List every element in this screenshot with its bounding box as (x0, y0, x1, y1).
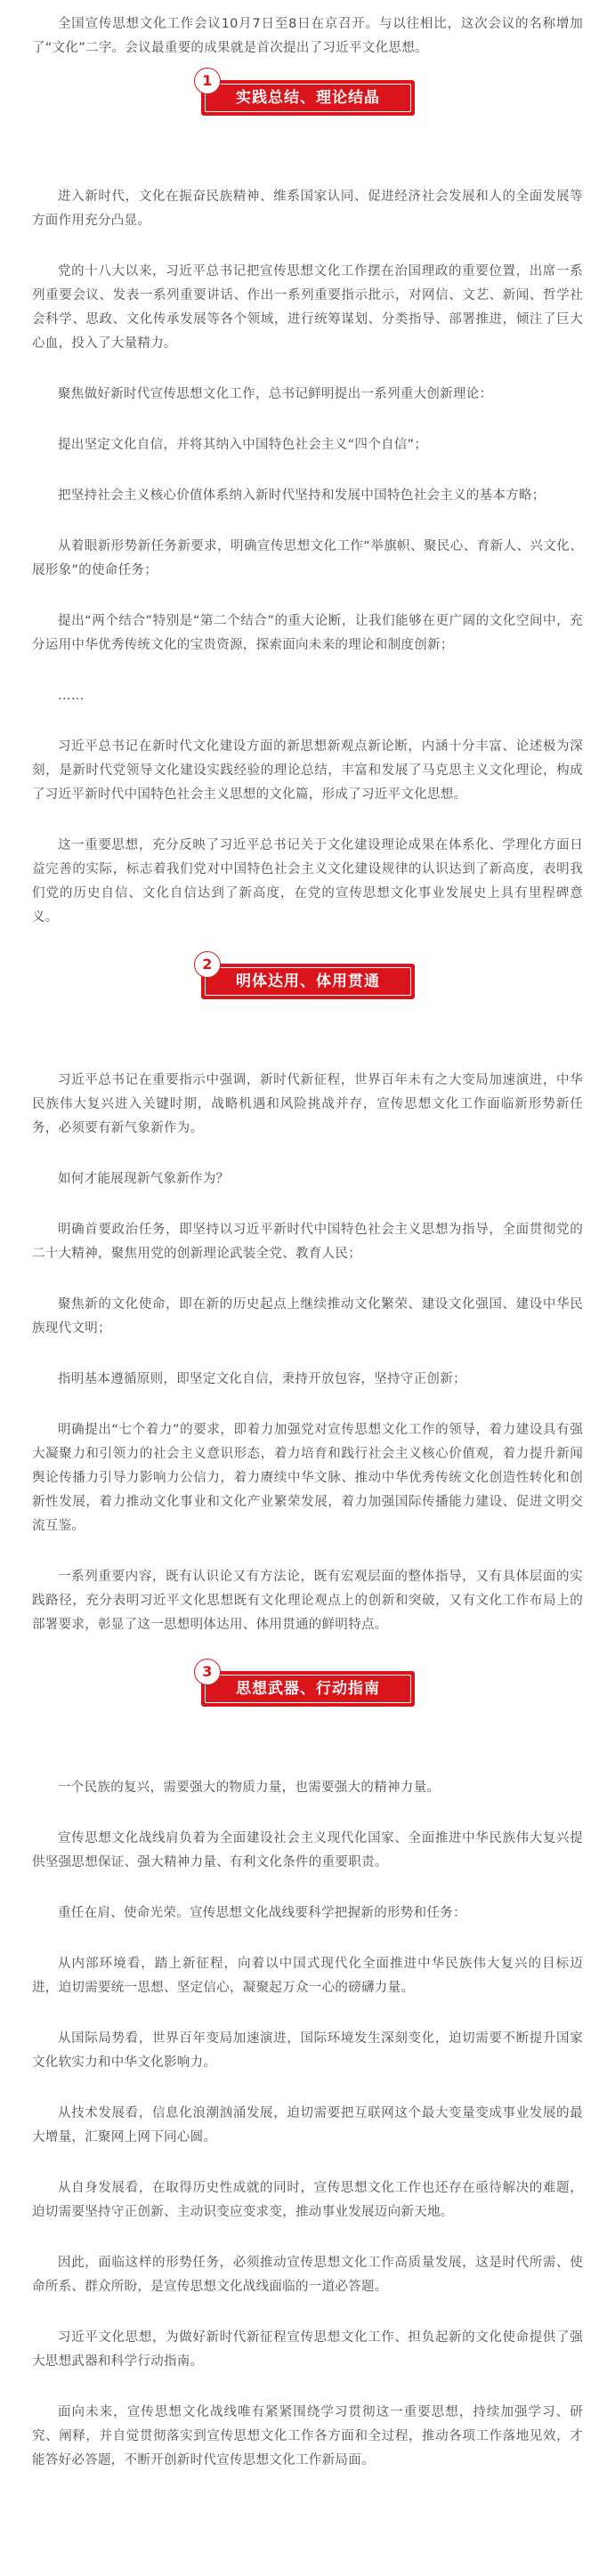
section-paragraph: 把坚持社会主义核心价值体系纳入新时代坚持和发展中国特色社会主义的基本方略； (58, 489, 546, 503)
section-paragraph: 从国际局势看，世界百年变局加速演进，国际环境发生深刻变化，迫切需要不断提升国家文化软实力和中华文化影响力。 (32, 2031, 583, 2070)
section-paragraph: 这一重要思想，充分反映了习近平总书记关于文化建设理论成果在体系化、学理化方面日益完善的实际，标志着我们党对中国特色社会主义文化建设规律的认识达到了新高度，表明我们党的历史自信、文化自信达到了新高度，在党的宣传思想文化事业发展史上具有里程碑意义。 (32, 838, 583, 925)
section-paragraph: 宣传思想文化战线肩负着为全面建设社会主义现代化国家、全面推进中华民族伟大复兴提供坚强思想保证、强大精神力量、有利文化条件的重要职责。 (32, 1831, 583, 1869)
section-paragraph: 指明基本遵循原则，即坚定文化自信，秉持开放包容，坚持守正创新； (58, 1372, 466, 1386)
section-paragraph: 面向未来，宣传思想文化战线唯有紧紧围绕学习贯彻这一重要思想，持续加强学习、研究、阐释，并自觉贯彻落实到宣传思想文化工作各方面和全过程，推动各项工作落地见效，才能答好必答题，不断开创新时代宣传思想文化工作新局面。 (32, 2405, 583, 2467)
section-banner-box (201, 80, 415, 116)
section-paragraph: 明确提出“七个着力”的要求，即着力加强党对宣传思想文化工作的领导，着力建设具有强大凝聚力和引领力的社会主义意识形态，着力培育和践行社会主义核心价值观，着力提升新闻舆论传播力引导力影响力公信力，着力赓续中华文脉、推动中华优秀传统文化创造性转化和创新性发展，着力推动文化事业和文化产业繁荣发展，着力加强国际传播能力建设、促进文明交流互鉴。 (32, 1423, 583, 1533)
section-paragraph: 习近平文化思想，为做好新时代新征程宣传思想文化工作、担负起新的文化使命提供了强大思想武器和科学行动指南。 (32, 2330, 583, 2369)
section-paragraph: 因此，面临这样的形势任务，必须推动宣传思想文化工作高质量发展，这是时代所需、使命所系、群众所盼，是宣传思想文化战线面临的一道必答题。 (32, 2256, 583, 2294)
section-paragraph: 从自身发展看，在取得历史性成就的同时，宣传思想文化工作也还存在亟待解决的难题，迫切需要坚持守正创新、主动识变应变求变，推动事业发展迈向新天地。 (32, 2181, 583, 2219)
section-paragraph: 从着眼新形势新任务新要求，明确宣传思想文化工作“举旗帜、聚民心、育新人、兴文化、展形象”的使命任务； (32, 539, 583, 577)
section-number-badge: 3 (194, 1659, 221, 1685)
section-paragraph: 进入新时代，文化在振奋民族精神、维系国家认同、促进经济社会发展和人的全面发展等方面作用充分凸显。 (32, 190, 583, 228)
section-banner (0, 61, 615, 132)
section-paragraph: 从内部环境看，踏上新征程，向着以中国式现代化全面推进中华民族伟大复兴的目标迈进，迫切需要统一思想、坚定信心，凝聚起万众一心的磅礴力量。 (32, 1957, 583, 1995)
section-ellipsis: …… (58, 689, 85, 703)
section-banner-box (201, 1671, 415, 1707)
intro-block (0, 12, 615, 61)
section-banner-box (201, 964, 415, 999)
section-paragraph: 提出坚定文化自信，并将其纳入中国特色社会主义“四个自信”； (58, 438, 428, 452)
section-banner (0, 944, 615, 1015)
section-2 (0, 930, 615, 1637)
section-banner (0, 1651, 615, 1723)
section-paragraph: 从技术发展看，信息化浪潮汹涌发展，迫切需要把互联网这个最大变量变成事业发展的最大增量，汇聚网上网下同心圆。 (32, 2106, 583, 2144)
section-paragraph: 如何才能展现新气象新作为？ (58, 1172, 230, 1186)
section-title: 实践总结、理论结晶 (236, 89, 380, 107)
section-title: 思想武器、行动指南 (236, 1680, 380, 1698)
section-paragraph: 一系列重要内容，既有认识论又有方法论，既有宏观层面的整体指导，又有具体层面的实践路径，充分表明习近平文化思想既有文化理论观点上的创新和突破，又有文化工作布局上的部署要求，彰显了这一思想明体达用、体用贯通的鲜明特点。 (32, 1570, 583, 1632)
section-number-badge: 1 (194, 68, 221, 94)
section-1 (0, 61, 615, 930)
section-paragraph: 习近平总书记在重要指示中强调，新时代新征程，世界百年未有之大变局加速演进，中华民族伟大复兴进入关键时期，战略机遇和风险挑战并存，宣传思想文化工作面临新形势新任务，必须要有新气象新作为。 (32, 1073, 583, 1135)
section-paragraph: 习近平总书记在新时代文化建设方面的新思想新观点新论断，内涵十分丰富、论述极为深刻，是新时代党领导文化建设实践经验的理论总结，丰富和发展了马克思主义文化理论，构成了习近平新时代中国特色社会主义思想的文化篇，形成了习近平文化思想。 (32, 739, 583, 802)
section-paragraph: 聚焦做好新时代宣传思想文化工作，总书记鲜明提出一系列重大创新理论： (58, 387, 493, 401)
intro-paragraph: 全国宣传思想文化工作会议10月7日至8日在京召开。与以往相比，这次会议的名称增加了“文化”二字。会议最重要的成果就是首次提出了习近平文化思想。 (32, 17, 583, 55)
section-number-badge: 2 (194, 951, 221, 978)
section-paragraph: 提出“两个结合”特别是“第二个结合”的重大论断，让我们能够在更广阔的文化空间中，充分运用中华优秀传统文化的宝贵资源，探索面向未来的理论和制度创新； (32, 614, 583, 652)
section-title: 明体达用、体用贯通 (236, 973, 380, 990)
section-paragraph: 重任在肩、使命光荣。宣传思想文化战线要科学把握新的形势和任务： (58, 1906, 466, 1920)
section-paragraph: 一个民族的复兴，需要强大的物质力量，也需要强大的精神力量。 (58, 1781, 441, 1795)
section-paragraph: 党的十八大以来，习近平总书记把宣传思想文化工作摆在治国理政的重要位置，出席一系列重要会议、发表一系列重要讲话、作出一系列重要指示批示，对网信、文艺、新闻、哲学社会科学、思政、文化传承发展等各个领域，进行统筹谋划、分类指导、部署推进，倾注了巨大心血，投入了大量精力。 (32, 264, 583, 351)
section-paragraph: 明确首要政治任务，即坚持以习近平新时代中国特色社会主义思想为指导，全面贯彻党的二十大精神，聚焦用党的创新理论武装全党、教育人民； (32, 1223, 583, 1261)
section-paragraph: 聚焦新的文化使命，即在新的历史起点上继续推动文化繁荣、建设文化强国、建设中华民族现代文明； (32, 1297, 583, 1336)
section-3 (0, 1637, 615, 2473)
